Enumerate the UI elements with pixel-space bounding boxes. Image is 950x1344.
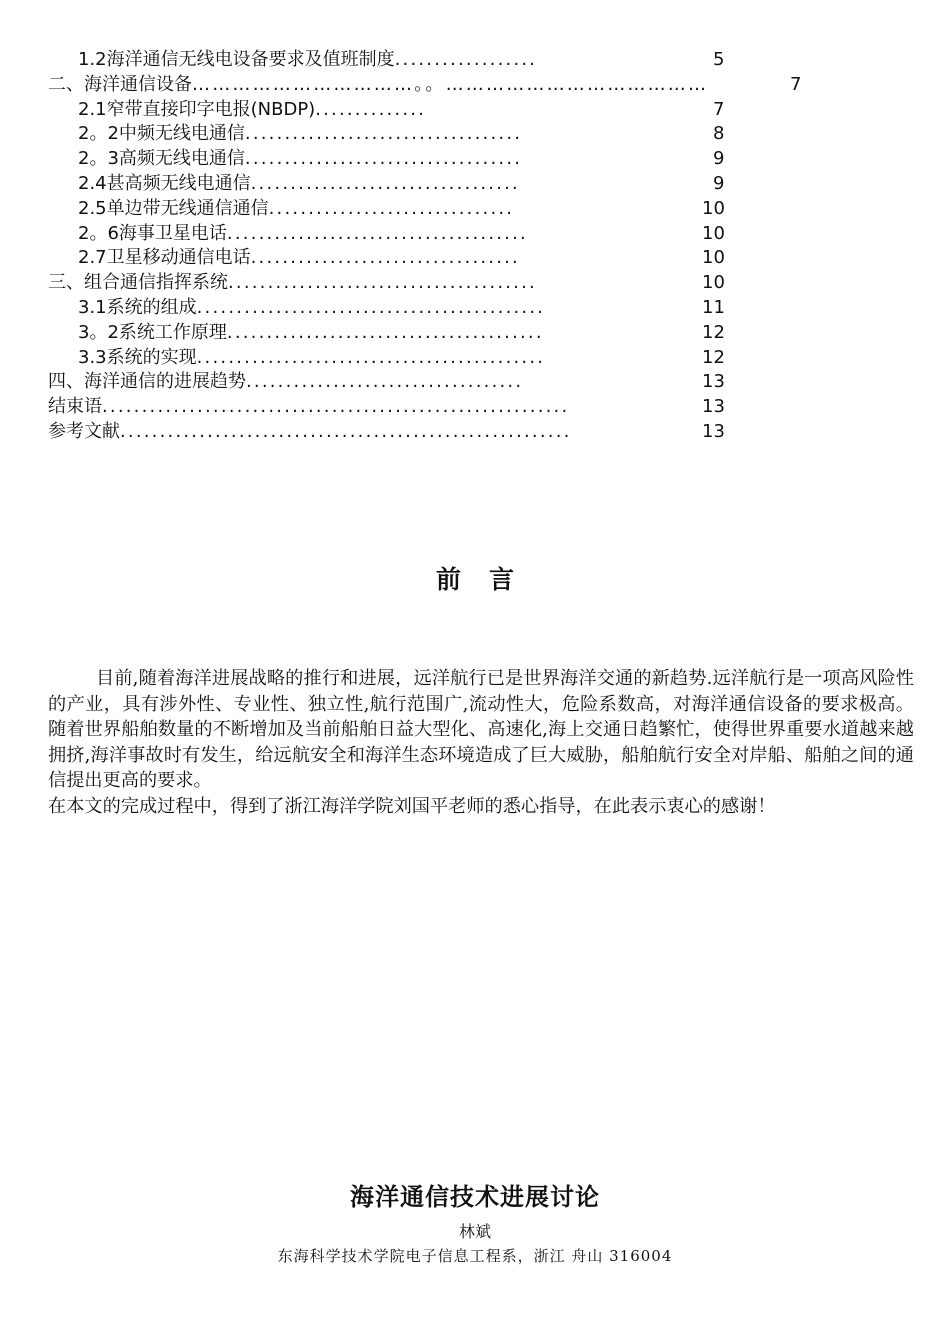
toc-leader-dots: ............................................ — [196, 346, 546, 368]
toc-leader-dots: ....................................... — [228, 272, 537, 294]
toc-leader-dots: ......................................................... — [120, 420, 572, 442]
preface-paragraph: 在本文的完成过程中，得到了浙江海洋学院刘国平老师的悉心指导，在此表示衷心的感谢！ — [48, 795, 776, 817]
author-name: 林斌 — [458, 1222, 491, 1241]
toc-entry-label: 2。2中频无线电通信 — [78, 123, 245, 145]
toc-entry[interactable] — [48, 122, 828, 147]
toc-entry[interactable] — [48, 73, 828, 98]
toc-entry-label: 3。2系统工作原理 — [78, 321, 227, 343]
toc-page-number: 10 — [702, 272, 725, 294]
toc-leader-dots: ................................... — [246, 371, 524, 393]
toc-entry-label: 结束语 — [48, 396, 102, 418]
toc-entry-label: 1.2海洋通信无线电设备要求及值班制度 — [78, 49, 395, 70]
toc-page-number: 12 — [702, 346, 725, 368]
toc-entry-label: 四、海洋通信的进展趋势 — [48, 371, 246, 393]
toc-leader-dots: .............. — [315, 98, 427, 120]
toc-entry-label: 三、组合通信指挥系统 — [48, 272, 228, 294]
toc-page-number: 13 — [702, 396, 725, 418]
toc-entry[interactable] — [48, 321, 828, 346]
toc-leader-dots: .................................. — [250, 172, 520, 194]
toc-entry[interactable] — [48, 420, 828, 445]
toc-leader-dots: ……………………………。。………………………………… — [192, 73, 709, 95]
toc-page-number: 13 — [702, 420, 725, 442]
toc-entry[interactable] — [48, 246, 828, 271]
toc-page-number: 9 — [713, 172, 725, 194]
toc-page-number: 10 — [702, 222, 725, 244]
toc-entry[interactable] — [48, 172, 828, 197]
toc-leader-dots: ............................... — [268, 197, 515, 219]
preface-heading: 前言 — [435, 565, 542, 594]
toc-page-number: 11 — [702, 296, 725, 318]
toc-entry[interactable] — [48, 346, 828, 371]
toc-entry[interactable] — [48, 395, 828, 420]
toc-entry[interactable] — [48, 271, 828, 296]
toc-page-number: 13 — [702, 371, 725, 393]
toc-leader-dots: ................................... — [244, 148, 523, 170]
toc-leader-dots: .................. — [394, 49, 538, 70]
toc-leader-dots: ................................... — [244, 123, 523, 145]
toc-entry[interactable] — [48, 222, 828, 247]
toc-page-number: 10 — [702, 247, 725, 269]
toc-entry-label: 2.7卫星移动通信电话 — [78, 247, 251, 269]
paper-title: 海洋通信技术进展讨论 — [350, 1182, 600, 1211]
toc-entry[interactable] — [48, 197, 828, 222]
toc-entry[interactable] — [48, 48, 828, 73]
toc-entry[interactable] — [48, 370, 828, 395]
toc-entry-label: 2。3高频无线电通信 — [78, 148, 245, 170]
toc-entry-label: 2.4甚高频无线电通信 — [78, 172, 251, 194]
toc-leader-dots: .................................. — [250, 247, 520, 269]
toc-entry-label: 3.1系统的组成 — [78, 296, 197, 318]
author-affiliation: 东海科学技术学院电子信息工程系，浙江 舟山 316004 — [277, 1247, 673, 1265]
toc-entry-label: 2.1窄带直接印字电报(NBDP) — [78, 98, 316, 120]
toc-entry[interactable] — [48, 296, 828, 321]
toc-page-number: 7 — [713, 98, 725, 120]
toc-page-number: 12 — [702, 321, 725, 343]
toc-leader-dots: ........................................................... — [102, 396, 570, 418]
toc-page-number: 10 — [702, 197, 725, 219]
preface-body — [48, 666, 914, 819]
toc-entry-label: 2。6海事卫星电话 — [78, 222, 227, 244]
toc-entry[interactable] — [48, 147, 828, 172]
toc-page-number: 8 — [713, 123, 725, 145]
toc-page-number: 9 — [713, 148, 725, 170]
toc-entry-label: 2.5单边带无线通信通信 — [78, 197, 269, 219]
toc-page-number: 5 — [713, 49, 725, 70]
toc-entry-label: 二、海洋通信设备 — [48, 73, 192, 95]
toc-entry[interactable] — [48, 98, 828, 123]
toc-entry-label: 参考文献 — [48, 420, 120, 442]
toc-leader-dots: ...................................... — [226, 222, 528, 244]
table-of-contents — [48, 48, 828, 445]
toc-leader-dots: ............................................ — [196, 296, 546, 318]
toc-page-number: 7 — [790, 73, 802, 95]
toc-entry-label: 3.3系统的实现 — [78, 346, 197, 368]
toc-leader-dots: ........................................ — [226, 321, 544, 343]
preface-paragraph: 目前,随着海洋进展战略的推行和进展，远洋航行已是世界海洋交通的新趋势.远洋航行是一项高风险性的产业，具有涉外性、专业性、独立性,航行范围广,流动性大，危险系数高，对海洋通信设备的要求极高。随着世界船舶数量的不断增加及当前船舶日益大型化、高速化,海上交通日趋繁忙，使得世界重要水道越来越拥挤,海洋事故时有发生，给远航安全和海洋生态环境造成了巨大威胁，船舶航行安全对岸船、船舶之间的通信提出更高的要求。 — [48, 668, 914, 791]
